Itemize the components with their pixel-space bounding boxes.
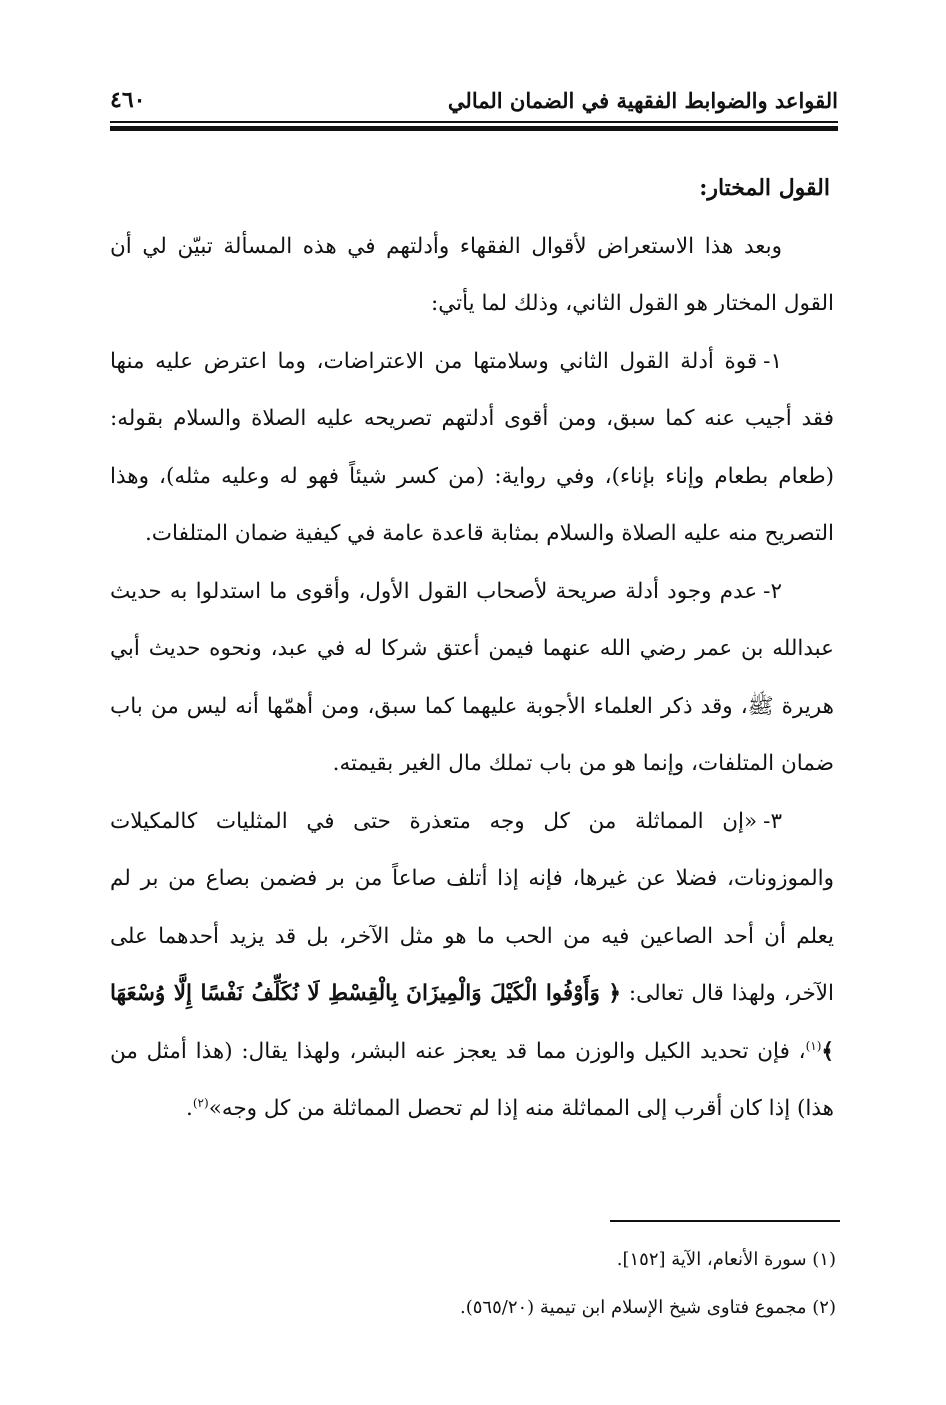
footnote-1: (١) سورة الأنعام، الآية [١٥٢]. bbox=[616, 1249, 836, 1270]
running-title: القواعد والضوابط الفقهية في الضمان المالي bbox=[447, 87, 838, 113]
point-1-number: ١- bbox=[763, 348, 782, 374]
main-text bbox=[110, 160, 834, 1138]
footnotes bbox=[110, 1236, 836, 1332]
point-2-text: عدم وجود أدلة صريحة لأصحاب القول الأول، وأقوى ما استدلوا به حديث عبدالله بن عمر رضي الله عنهما فيمن أعتق شركا له في عبد، ونحوه حديث أبي هريرة ﷺ، وقد ذكر العلماء الأجوبة عليهما كما سبق، ومن أهمّها أنه ليس من باب ضمان المتلفات، وإنما هو من باب تملك مال الغير بقيمته. bbox=[110, 578, 834, 776]
point-3-end: . bbox=[186, 1096, 193, 1121]
quran-verse: ﴿ وَأَوْفُوا الْكَيْلَ وَالْمِيزَانَ بِالْقِسْطِ لَا نُكَلِّفُ نَفْسًا إِلَّا وُسْعَهَا ﴾ bbox=[110, 981, 834, 1064]
footnote-2: (٢) مجموع فتاوى شيخ الإسلام ابن تيمية (٥٦٥/٢٠). bbox=[460, 1297, 836, 1318]
page-header bbox=[110, 80, 838, 120]
footnote-marker-1[interactable]: (١) bbox=[805, 1038, 822, 1053]
point-2-number: ٢- bbox=[763, 578, 782, 604]
point-3-paragraph bbox=[110, 793, 834, 1138]
header-rule-thin bbox=[110, 121, 838, 123]
point-3-text-after: ، فإن تحديد الكيل والوزن مما قد يعجز عنه البشر، ولهذا يقال: (هذا أمثل من هذا) إذا كان أقرب إلى المماثلة منه إذا لم تحصل المماثلة من كل وجه» bbox=[110, 1038, 834, 1121]
point-1-paragraph bbox=[110, 333, 834, 563]
footnote-marker-2[interactable]: (٢) bbox=[192, 1095, 209, 1110]
point-3-text-before: «إن المماثلة من كل وجه متعذرة حتى في المثليات كالمكيلات والموزونات، فضلا عن غيرها، فإنه إذا أتلف صاعاً من بر فضمن بصاع من بر لم يعلم أن أحد الصاعين فيه من الحب ما هو مثل الآخر، بل قد يزيد أحدهما على الآخر، ولهذا قال تعالى: bbox=[110, 808, 834, 1006]
point-2-paragraph bbox=[110, 563, 834, 793]
point-3-number: ٣- bbox=[763, 808, 782, 834]
header-rule-thick bbox=[110, 126, 838, 131]
footnote-separator bbox=[610, 1220, 840, 1222]
intro-paragraph: وبعد هذا الاستعراض لأقوال الفقهاء وأدلتهم في هذه المسألة تبيّن لي أن القول المختار هو القول الثاني، وذلك لما يأتي: bbox=[110, 233, 834, 316]
page-number: ٤٦٠ bbox=[110, 87, 146, 113]
section-heading: القول المختار: bbox=[699, 175, 830, 201]
point-1-text: قوة أدلة القول الثاني وسلامتها من الاعتراضات، وما اعترض عليه منها فقد أجيب عنه كما سبق، ومن أقوى أدلتهم تصريحه عليه الصلاة والسلام بقوله: (طعام بطعام وإناء بإناء)، وفي رواية: (من كسر شيئاً فهو له وعليه مثله)، وهذا التصريح منه عليه الصلاة والسلام بمثابة قاعدة عامة في كيفية ضمان المتلفات. bbox=[110, 348, 834, 546]
